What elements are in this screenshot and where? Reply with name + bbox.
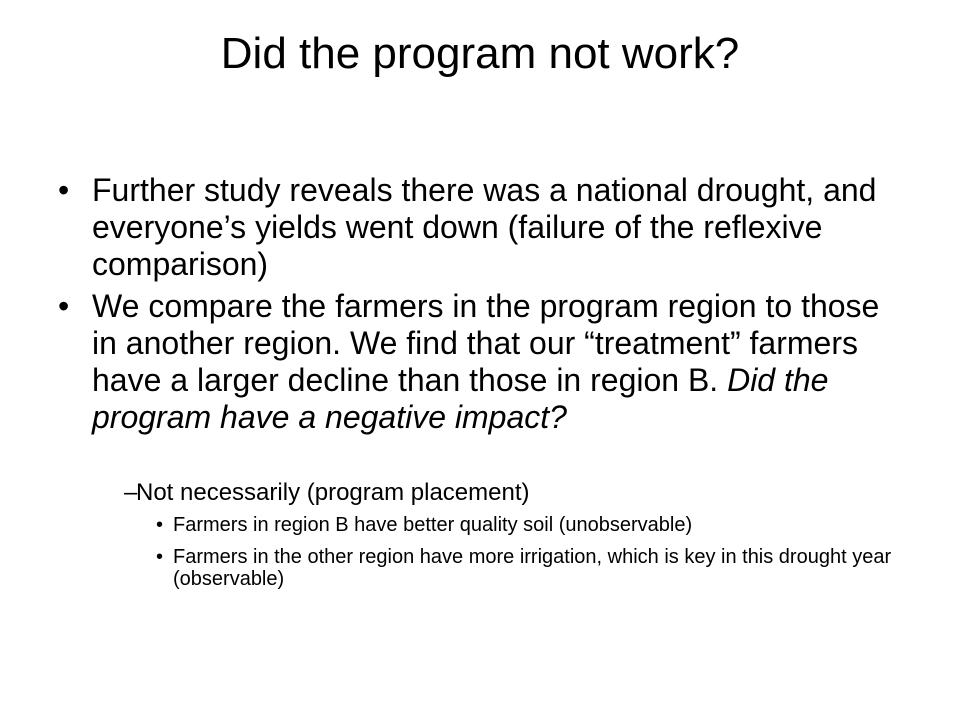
bullet-item-drought [58, 172, 908, 283]
bullet-marker: • [58, 172, 70, 208]
dash-marker: – [124, 479, 138, 506]
bullet-item-comparison [58, 288, 908, 436]
slide-title: Did the program not work? [220, 29, 740, 78]
sub-bullet-program-placement [102, 478, 882, 508]
sub-sub-bullet-irrigation [154, 546, 894, 590]
bullet-marker: • [156, 514, 164, 536]
sub-sub-bullet-soil [154, 514, 894, 536]
bullet-marker: • [156, 546, 164, 568]
sub-sub-bullet-text-irrigation: Farmers in the other region have more irrigation, which is key in this drought year (observable) [173, 546, 892, 590]
bullet-text-comparison-plain: We compare the farmers in the program region to those in another region. We find that our “treatment” farmers have a larger decline than those in region B. [92, 288, 880, 398]
bullet-marker: • [58, 288, 70, 324]
sub-bullet-text: Not necessarily (program placement) [136, 479, 530, 506]
bullet-text-comparison-question: Did the program have a negative impact? [92, 362, 829, 435]
sub-sub-bullet-text-soil: Farmers in region B have better quality soil (unobservable) [173, 514, 693, 536]
bullet-text-drought: Further study reveals there was a national drought, and everyone’s yields went down (failure of the reflexive comparison) [92, 172, 877, 282]
bullet-text-comparison [92, 288, 908, 436]
